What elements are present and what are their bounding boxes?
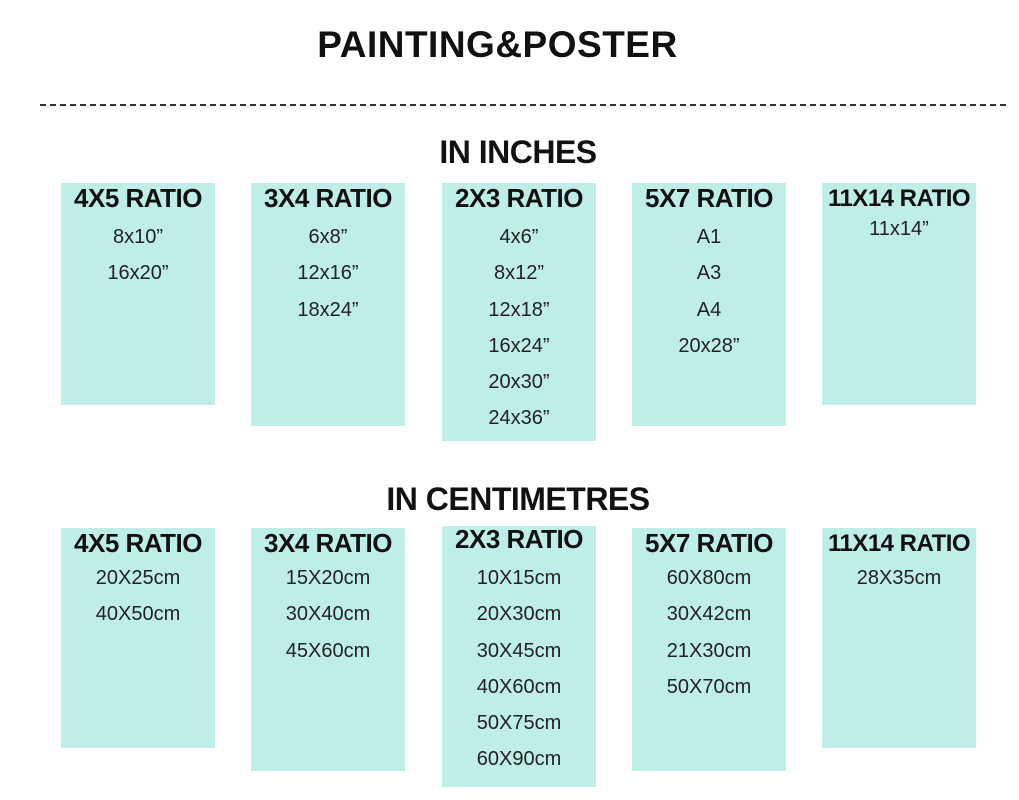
card-title: 5X7 RATIO xyxy=(645,528,773,558)
size-item: 8x10” xyxy=(112,226,164,248)
section-heading-inches: IN INCHES xyxy=(439,134,597,170)
size-item: 30X42cm xyxy=(666,603,752,626)
card-inches-4x5 xyxy=(61,183,215,405)
card-cm-4x5 xyxy=(61,528,215,748)
size-item: 18x24” xyxy=(297,298,359,321)
size-item: 28X35cm xyxy=(856,567,942,589)
size-item: 15X20cm xyxy=(285,567,371,589)
size-item: 12x18” xyxy=(488,298,550,321)
size-item: 8x12” xyxy=(493,262,545,285)
size-item: 50X70cm xyxy=(666,675,752,698)
size-item: 12x16” xyxy=(297,262,359,285)
size-item: 45X60cm xyxy=(285,639,371,662)
size-item: 50X75cm xyxy=(476,712,562,735)
card-cm-5x7 xyxy=(632,528,786,771)
dashed-divider xyxy=(40,104,1006,106)
size-item: 10X15cm xyxy=(476,567,562,589)
size-item: 16x20” xyxy=(107,262,169,285)
card-cm-2x3 xyxy=(442,526,596,787)
size-item: 24x36” xyxy=(488,407,550,430)
card-title: 4X5 RATIO xyxy=(74,528,202,558)
card-title: 11X14 RATIO xyxy=(827,530,971,557)
size-item: 20x30” xyxy=(488,371,550,394)
card-cm-3x4 xyxy=(251,528,405,771)
card-cm-11x14 xyxy=(822,528,976,748)
card-title: 2X3 RATIO xyxy=(455,183,583,213)
size-item: A1 xyxy=(696,226,722,248)
size-item: 30X45cm xyxy=(476,639,562,662)
size-item: A3 xyxy=(696,262,722,285)
size-item: 20X30cm xyxy=(476,603,562,626)
card-title: 11X14 RATIO xyxy=(827,185,971,212)
size-item: 4x6” xyxy=(499,226,539,248)
card-title: 5X7 RATIO xyxy=(645,183,773,213)
size-item: 21X30cm xyxy=(666,639,752,662)
size-item: 60X90cm xyxy=(476,748,562,771)
size-item: 6x8” xyxy=(308,226,348,248)
size-item: 20x28” xyxy=(678,334,740,357)
size-item: 11x14” xyxy=(869,218,929,240)
size-item: 30X40cm xyxy=(285,603,371,626)
card-title: 4X5 RATIO xyxy=(74,183,202,213)
card-inches-2x3 xyxy=(442,183,596,441)
size-item: 16x24” xyxy=(488,334,550,357)
card-inches-3x4 xyxy=(251,183,405,426)
size-item: 60X80cm xyxy=(666,567,752,589)
card-title: 3X4 RATIO xyxy=(264,528,392,558)
card-inches-11x14 xyxy=(822,183,976,405)
card-title: 2X3 RATIO xyxy=(455,524,583,554)
card-inches-5x7 xyxy=(632,183,786,426)
page-title: PAINTING&POSTER xyxy=(317,24,678,65)
section-heading-centimetres: IN CENTIMETRES xyxy=(386,481,650,517)
size-item: 40X50cm xyxy=(95,603,181,626)
card-title: 3X4 RATIO xyxy=(264,183,392,213)
size-item: A4 xyxy=(696,298,722,321)
size-item: 40X60cm xyxy=(476,675,562,698)
size-item: 20X25cm xyxy=(95,567,181,589)
